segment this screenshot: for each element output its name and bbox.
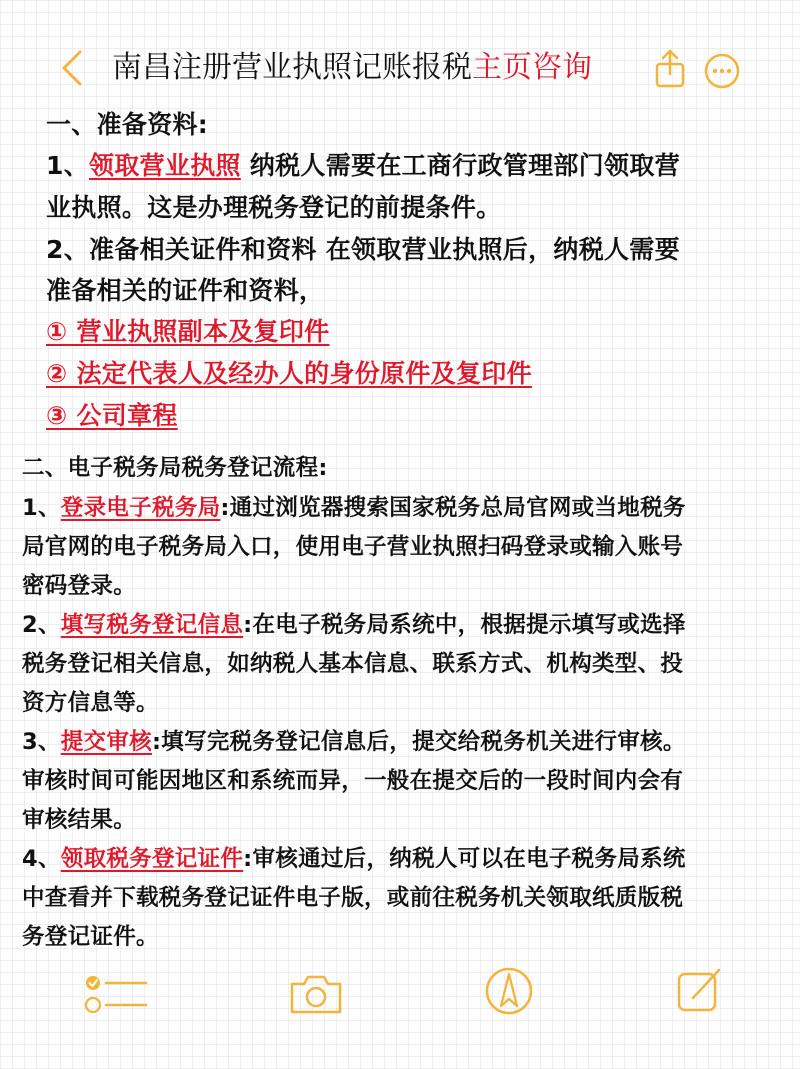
step1-line1: [22, 490, 686, 526]
sub-item-2[interactable]: ② 法定代表人及经办人的身份原件及复印件: [46, 359, 532, 388]
step1-line2: 局官网的电子税务局入口，使用电子营业执照扫码登录或输入账号: [22, 534, 684, 560]
item1-line2: 业执照。这是办理税务登记的前提条件。: [46, 193, 502, 222]
step1-link[interactable]: 登录电子税务局: [60, 495, 221, 521]
step4-prefix: 4、: [22, 846, 61, 872]
nav-bar: [0, 0, 800, 100]
bottom-toolbar: [0, 960, 800, 1030]
edit-icon[interactable]: [675, 966, 725, 1016]
step4-line1: [22, 841, 686, 877]
step3-prefix: 3、: [22, 729, 61, 755]
title-accent: 主页咨询: [472, 50, 592, 85]
compass-icon[interactable]: [484, 966, 534, 1016]
sub-item-1[interactable]: ① 营业执照副本及复印件: [46, 317, 330, 346]
section1-heading: 一、准备资料:: [46, 110, 209, 139]
step4-line3: 务登记证件。: [22, 924, 159, 950]
chevron-left-icon[interactable]: [58, 48, 86, 88]
item2-line1: 2、准备相关证件和资料 在领取营业执照后，纳税人需要: [46, 235, 680, 264]
step1-line3: 密码登录。: [22, 573, 137, 599]
step3-line1: [22, 724, 686, 760]
step3-line3: 审核结果。: [22, 807, 137, 833]
item1-prefix: 1、: [46, 151, 89, 180]
item1-rest: 纳税人需要在工商行政管理部门领取营: [249, 151, 680, 180]
step3-rest: :填写完税务登记信息后，提交给税务机关进行审核。: [151, 729, 686, 755]
step1-prefix: 1、: [22, 495, 61, 521]
step2-line1: [22, 607, 686, 643]
share-icon[interactable]: [652, 48, 688, 88]
step4-link[interactable]: 领取税务登记证件: [60, 846, 244, 872]
step4-rest: :审核通过后，纳税人可以在电子税务局系统: [243, 846, 686, 872]
section2-heading: 二、电子税务局税务登记流程:: [22, 455, 328, 481]
step3-link[interactable]: 提交审核: [60, 729, 152, 755]
step4-line2: 中查看并下载税务登记证件电子版，或前往税务机关领取纸质版税: [22, 885, 684, 911]
step2-prefix: 2、: [22, 612, 61, 638]
sub-item-3[interactable]: ③ 公司章程: [46, 401, 178, 430]
page-title: [112, 46, 592, 90]
camera-icon[interactable]: [288, 972, 344, 1016]
step1-rest: :通过浏览器搜索国家税务总局官网或当地税务: [220, 495, 686, 521]
step2-rest: :在电子税务局系统中，根据提示填写或选择: [243, 612, 686, 638]
item1-line1: [46, 147, 680, 185]
step3-line2: 审核时间可能因地区和系统而异，一般在提交后的一段时间内会有: [22, 768, 684, 794]
more-icon[interactable]: [703, 52, 741, 90]
step2-link[interactable]: 填写税务登记信息: [60, 612, 244, 638]
step2-line3: 资方信息等。: [22, 690, 159, 716]
step2-line2: 税务登记相关信息，如纳税人基本信息、联系方式、机构类型、投: [22, 651, 684, 677]
item1-link[interactable]: 领取营业执照: [89, 151, 241, 180]
checklist-icon[interactable]: [84, 972, 150, 1018]
item2-line2: 准备相关的证件和资料，: [46, 276, 325, 305]
title-main: 南昌注册营业执照记账报税: [112, 50, 472, 85]
